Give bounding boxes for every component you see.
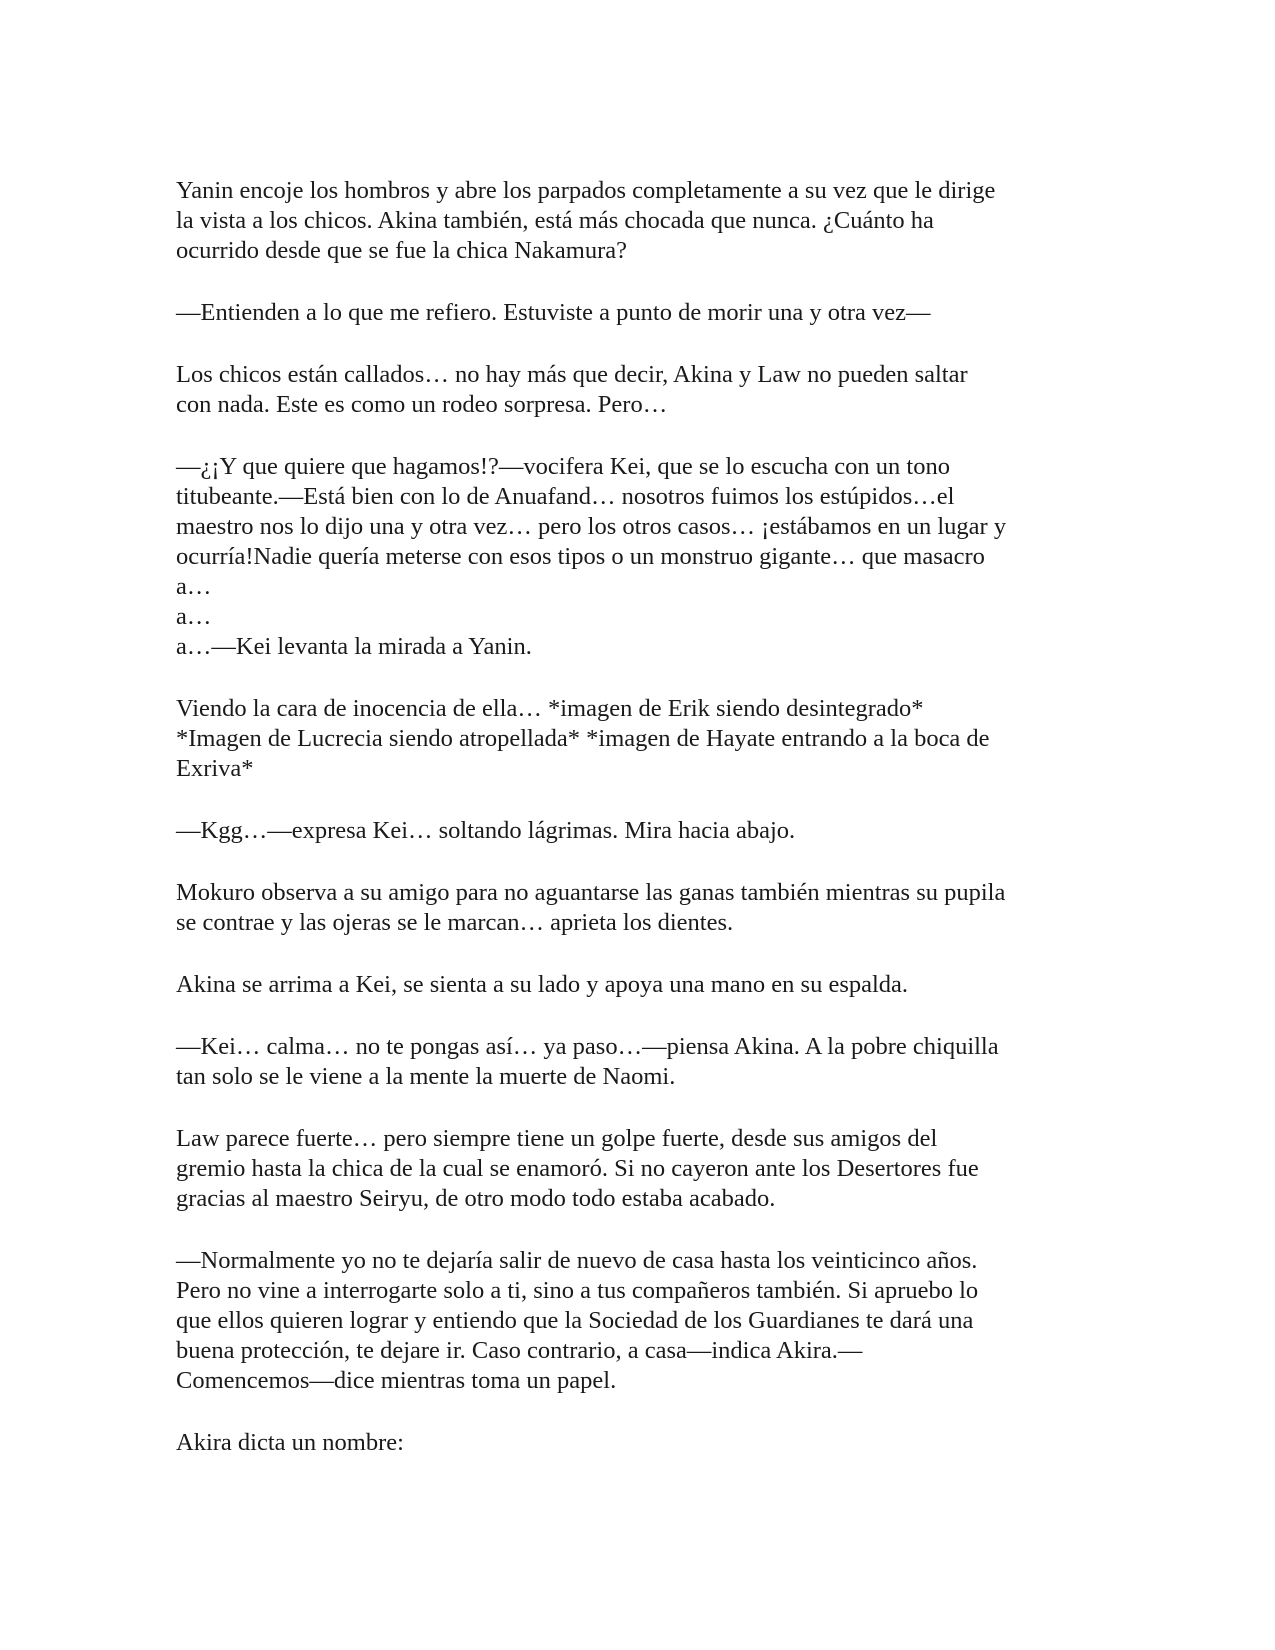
paragraph-11 — [176, 1246, 1096, 1396]
paragraph-2 — [176, 298, 1096, 328]
paragraph-line: se contrae y las ojeras se le marcan… aprieta los dientes. — [176, 909, 734, 936]
paragraph-line: —¿¡Y que quiere que hagamos!?—vocifera Kei, que se lo escucha con un tono — [176, 453, 950, 480]
paragraph-line: Los chicos están callados… no hay más que decir, Akina y Law no pueden saltar — [176, 361, 968, 388]
paragraph-line: Akira dicta un nombre: — [176, 1429, 404, 1456]
paragraph-4 — [176, 452, 1096, 662]
paragraph-line: Exriva* — [176, 755, 254, 782]
paragraph-line: gracias al maestro Seiryu, de otro modo todo estaba acabado. — [176, 1185, 776, 1212]
paragraph-line: —Kgg…—expresa Kei… soltando lágrimas. Mira hacia abajo. — [176, 817, 796, 844]
paragraph-12 — [176, 1428, 1096, 1458]
paragraph-line: —Entienden a lo que me refiero. Estuviste a punto de morir una y otra vez— — [176, 299, 931, 326]
paragraph-line: Akina se arrima a Kei, se sienta a su lado y apoya una mano en su espalda. — [176, 971, 909, 998]
paragraph-line: ocurrido desde que se fue la chica Nakamura? — [176, 237, 627, 264]
paragraph-line: Viendo la cara de inocencia de ella… *imagen de Erik siendo desintegrado* — [176, 695, 924, 722]
paragraph-line: a…—Kei levanta la mirada a Yanin. — [176, 633, 532, 660]
paragraph-5 — [176, 694, 1096, 784]
paragraph-line: Yanin encoje los hombros y abre los parpados completamente a su vez que le dirige — [176, 177, 996, 204]
paragraph-1 — [176, 176, 1096, 266]
paragraph-line: gremio hasta la chica de la cual se enamoró. Si no cayeron ante los Desertores fue — [176, 1155, 979, 1182]
paragraph-line: a… — [176, 603, 212, 630]
paragraph-line: la vista a los chicos. Akina también, está más chocada que nunca. ¿Cuánto ha — [176, 207, 934, 234]
paragraph-line: Mokuro observa a su amigo para no aguantarse las ganas también mientras su pupila — [176, 879, 1006, 906]
paragraph-line: ocurría!Nadie quería meterse con esos tipos o un monstruo gigante… que masacro — [176, 543, 985, 570]
paragraph-line: a… — [176, 573, 212, 600]
paragraph-line: —Kei… calma… no te pongas así… ya paso…—piensa Akina. A la pobre chiquilla — [176, 1033, 999, 1060]
paragraph-line: maestro nos lo dijo una y otra vez… pero los otros casos… ¡estábamos en un lugar y — [176, 513, 1007, 540]
document-body — [176, 176, 1096, 1490]
paragraph-line: Comencemos—dice mientras toma un papel. — [176, 1367, 617, 1394]
paragraph-line: titubeante.—Está bien con lo de Anuafand… nosotros fuimos los estúpidos…el — [176, 483, 955, 510]
paragraph-line: *Imagen de Lucrecia siendo atropellada* *imagen de Hayate entrando a la boca de — [176, 725, 990, 752]
paragraph-line: con nada. Este es como un rodeo sorpresa. Pero… — [176, 391, 668, 418]
paragraph-line: —Normalmente yo no te dejaría salir de nuevo de casa hasta los veinticinco años. — [176, 1247, 978, 1274]
paragraph-9 — [176, 1032, 1096, 1092]
paragraph-line: Pero no vine a interrogarte solo a ti, sino a tus compañeros también. Si apruebo lo — [176, 1277, 979, 1304]
paragraph-8 — [176, 970, 1096, 1000]
paragraph-3 — [176, 360, 1096, 420]
paragraph-line: que ellos quieren lograr y entiendo que la Sociedad de los Guardianes te dará una — [176, 1307, 974, 1334]
paragraph-line: buena protección, te dejare ir. Caso contrario, a casa—indica Akira.— — [176, 1337, 863, 1364]
paragraph-line: Law parece fuerte… pero siempre tiene un golpe fuerte, desde sus amigos del — [176, 1125, 938, 1152]
paragraph-10 — [176, 1124, 1096, 1214]
paragraph-7 — [176, 878, 1096, 938]
paragraph-line: tan solo se le viene a la mente la muerte de Naomi. — [176, 1063, 676, 1090]
paragraph-6 — [176, 816, 1096, 846]
